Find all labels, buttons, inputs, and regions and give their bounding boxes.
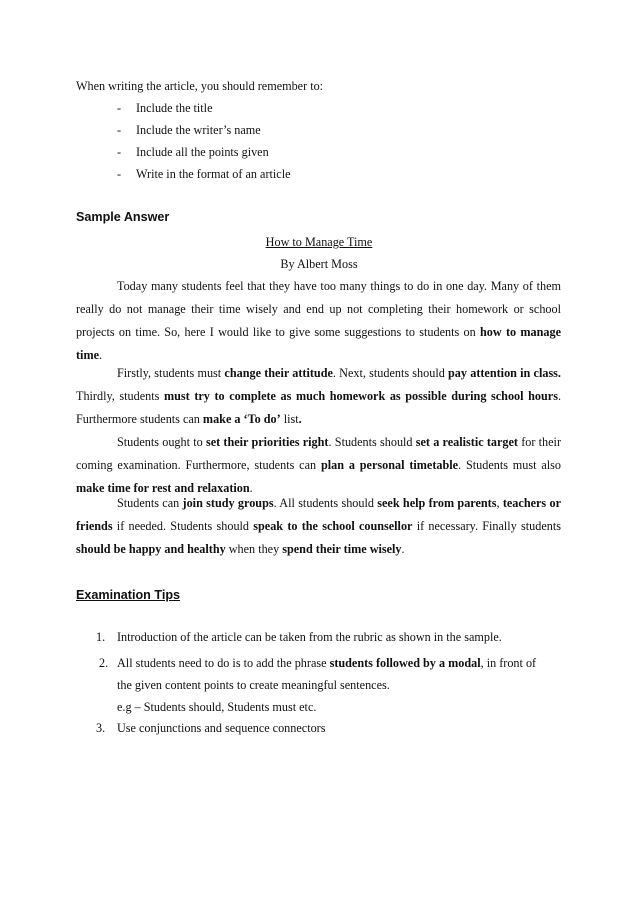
text-run: if needed. Students should — [112, 519, 254, 533]
section-heading-tips: Examination Tips — [76, 588, 181, 602]
text-run: . — [401, 542, 405, 556]
section-heading-sample: Sample Answer — [76, 210, 170, 224]
bold-phrase: teachers or friends — [76, 496, 561, 533]
article-paragraph — [76, 492, 561, 561]
text-run: if necessary. Finally students — [412, 519, 561, 533]
text-run: . Students should — [328, 435, 416, 449]
article-paragraph — [76, 431, 561, 500]
text-run: . All students should — [273, 496, 378, 510]
list-item: Write in the format of an article — [136, 167, 291, 181]
text-run: . Next, students should — [332, 366, 449, 380]
tip-number: 3. — [96, 721, 106, 735]
tip-line — [117, 700, 316, 715]
list-bullet: - — [117, 145, 122, 159]
tip-number: 1. — [96, 630, 106, 644]
text-run: list — [280, 412, 299, 426]
list-item: Include all the points given — [136, 145, 269, 159]
bold-phrase: set a realistic target — [415, 435, 518, 449]
bold-phrase: change their attitude — [224, 366, 333, 380]
bold-phrase: join study groups — [182, 496, 274, 510]
text-run: . — [99, 348, 103, 362]
text-run: Thirdly, students — [76, 389, 164, 403]
bold-phrase: make time for rest and relaxation — [76, 481, 250, 495]
list-item: Include the title — [136, 101, 213, 115]
text-run: Students can — [117, 496, 183, 510]
list-bullet: - — [117, 123, 122, 137]
bold-phrase: must try to complete as much homework as possible during school hours — [163, 389, 558, 403]
text-run: Firstly, students must — [117, 366, 225, 380]
bold-phrase: pay attention in class. — [448, 366, 561, 380]
bold-phrase: seek help from parents — [377, 496, 497, 510]
tip-line — [117, 630, 502, 645]
bold-phrase: speak to the school counsellor — [253, 519, 413, 533]
bold-phrase: spend their time wisely — [282, 542, 402, 556]
text-run: the given content points to create meaningful sentences. — [117, 678, 390, 692]
bold-phrase: make a ‘To do’ — [202, 412, 281, 426]
bold-phrase: students followed by a modal — [329, 656, 481, 670]
list-item: Include the writer’s name — [136, 123, 261, 137]
article-title: How to Manage Time — [265, 235, 373, 249]
tip-line — [117, 656, 536, 671]
text-run: . — [249, 481, 253, 495]
article-paragraph — [76, 275, 561, 367]
tip-number: 2. — [99, 656, 109, 670]
text-run: , in front of — [480, 656, 537, 670]
article-byline: By Albert Moss — [280, 257, 358, 271]
bold-phrase: how to manage time — [76, 325, 561, 362]
bold-phrase: set their priorities right — [205, 435, 329, 449]
text-run: All students need to do is to add the phrase — [117, 656, 330, 670]
text-run: Introduction of the article can be taken from the rubric as shown in the sample. — [117, 630, 502, 644]
text-run: , — [496, 496, 503, 510]
article-paragraph — [76, 362, 561, 431]
text-run: for their coming examination. Furthermore, students can — [76, 435, 562, 472]
text-run: e.g – Students should, Students must etc. — [117, 700, 317, 714]
list-bullet: - — [117, 101, 122, 115]
tip-line — [117, 678, 390, 693]
bold-phrase: plan a personal timetable — [320, 458, 459, 472]
intro-text: When writing the article, you should remember to: — [76, 79, 324, 93]
text-run: Students ought to — [117, 435, 206, 449]
list-bullet: - — [117, 167, 122, 181]
text-run: . Furthermore students can — [76, 389, 561, 426]
text-run: Use conjunctions and sequence connectors — [117, 721, 326, 735]
tip-line — [117, 721, 325, 736]
text-run: . Students must also — [458, 458, 561, 472]
bold-phrase: . — [298, 412, 302, 426]
text-run: Today many students feel that they have too many things to do in one day. Many of them really do not manage their time wisely and end up not completing their homework or school projects on time. So, here I would like to give some suggestions to students on — [76, 279, 561, 339]
text-run: when they — [225, 542, 283, 556]
bold-phrase: should be happy and healthy — [76, 542, 226, 556]
